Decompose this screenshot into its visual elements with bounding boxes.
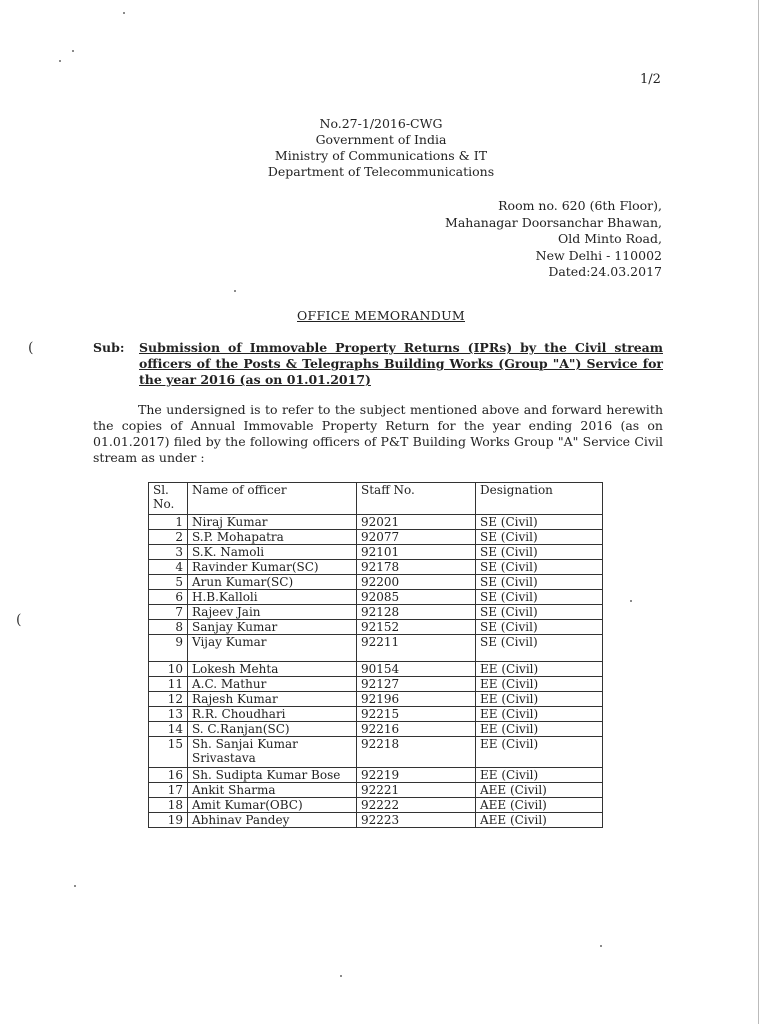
table-row	[149, 722, 603, 737]
table-row	[149, 545, 603, 560]
cell-sl-no: 1	[149, 515, 188, 530]
cell-sl-no: 11	[149, 677, 188, 692]
cell-sl-no: 13	[149, 707, 188, 722]
cell-sl-no: 8	[149, 620, 188, 635]
cell-staff-no: 90154	[357, 662, 476, 677]
cell-designation: AEE (Civil)	[476, 798, 603, 813]
cell-staff-no: 92200	[357, 575, 476, 590]
cell-sl-no: 19	[149, 813, 188, 828]
scan-speck	[340, 975, 342, 977]
cell-staff-no: 92152	[357, 620, 476, 635]
cell-designation: EE (Civil)	[476, 662, 603, 677]
table-header-row	[149, 483, 603, 515]
scan-speck	[630, 600, 632, 602]
sender-address	[445, 198, 662, 281]
cell-name: R.R. Choudhari	[188, 707, 357, 722]
cell-name: Rajeev Jain	[188, 605, 357, 620]
address-building: Mahanagar Doorsanchar Bhawan,	[445, 214, 662, 230]
cell-designation: SE (Civil)	[476, 590, 603, 605]
cell-designation: EE (Civil)	[476, 768, 603, 783]
cell-designation: EE (Civil)	[476, 677, 603, 692]
table-row	[149, 798, 603, 813]
cell-designation: SE (Civil)	[476, 560, 603, 575]
cell-staff-no: 92178	[357, 560, 476, 575]
table-row	[149, 813, 603, 828]
cell-designation: EE (Civil)	[476, 692, 603, 707]
cell-staff-no: 92215	[357, 707, 476, 722]
scan-edge-line	[758, 0, 759, 1024]
table-row	[149, 620, 603, 635]
header-designation: Designation	[476, 483, 603, 515]
cell-sl-no: 17	[149, 783, 188, 798]
header-sl-no: Sl. No.	[149, 483, 188, 515]
margin-mark: (	[16, 612, 22, 628]
table-row	[149, 635, 603, 662]
scan-speck	[72, 50, 74, 52]
cell-name: Sanjay Kumar	[188, 620, 357, 635]
scan-speck	[123, 12, 125, 14]
scan-speck	[59, 60, 61, 62]
header-line-department: Department of Telecommunications	[267, 164, 495, 179]
cell-designation: EE (Civil)	[476, 722, 603, 737]
table-row	[149, 575, 603, 590]
table-row	[149, 590, 603, 605]
cell-designation: SE (Civil)	[476, 620, 603, 635]
cell-sl-no: 16	[149, 768, 188, 783]
reference-number: No.27-1/2016-CWG	[319, 116, 443, 131]
cell-name: Abhinav Pandey	[188, 813, 357, 828]
cell-designation: SE (Civil)	[476, 575, 603, 590]
header-line-ministry: Ministry of Communications & IT	[274, 148, 488, 163]
cell-sl-no: 12	[149, 692, 188, 707]
cell-sl-no: 4	[149, 560, 188, 575]
cell-sl-no: 18	[149, 798, 188, 813]
cell-staff-no: 92221	[357, 783, 476, 798]
cell-name: Vijay Kumar	[188, 635, 357, 662]
cell-name: Lokesh Mehta	[188, 662, 357, 677]
cell-sl-no: 9	[149, 635, 188, 662]
header-line-government: Government of India	[315, 132, 447, 147]
table-row	[149, 768, 603, 783]
header-staff-no: Staff No.	[357, 483, 476, 515]
cell-staff-no: 92216	[357, 722, 476, 737]
table-row	[149, 662, 603, 677]
table-row	[149, 560, 603, 575]
letter-header	[200, 116, 562, 180]
cell-sl-no: 5	[149, 575, 188, 590]
address-city: New Delhi - 110002	[535, 247, 662, 263]
cell-name: Ravinder Kumar(SC)	[188, 560, 357, 575]
date-line: Dated:24.03.2017	[548, 264, 662, 279]
scan-speck	[234, 290, 236, 292]
margin-mark: (	[28, 340, 34, 356]
officers-table	[148, 482, 603, 828]
cell-sl-no: 14	[149, 722, 188, 737]
cell-staff-no: 92196	[357, 692, 476, 707]
cell-designation: SE (Civil)	[476, 515, 603, 530]
cell-designation: SE (Civil)	[476, 605, 603, 620]
cell-staff-no: 92127	[357, 677, 476, 692]
cell-sl-no: 6	[149, 590, 188, 605]
cell-staff-no: 92223	[357, 813, 476, 828]
cell-staff-no: 92085	[357, 590, 476, 605]
cell-staff-no: 92222	[357, 798, 476, 813]
cell-designation: AEE (Civil)	[476, 783, 603, 798]
cell-name: H.B.Kalloli	[188, 590, 357, 605]
cell-staff-no: 92101	[357, 545, 476, 560]
cell-name: Sh. Sanjai Kumar Srivastava	[188, 737, 357, 768]
table-row	[149, 737, 603, 768]
cell-sl-no: 3	[149, 545, 188, 560]
table-row	[149, 707, 603, 722]
cell-staff-no: 92219	[357, 768, 476, 783]
cell-designation: AEE (Civil)	[476, 813, 603, 828]
table-row	[149, 530, 603, 545]
cell-name: Niraj Kumar	[188, 515, 357, 530]
cell-sl-no: 2	[149, 530, 188, 545]
cell-name: S.K. Namoli	[188, 545, 357, 560]
address-road: Old Minto Road,	[558, 231, 662, 246]
cell-name: Rajesh Kumar	[188, 692, 357, 707]
table-row	[149, 692, 603, 707]
cell-designation: SE (Civil)	[476, 530, 603, 545]
cell-name: A.C. Mathur	[188, 677, 357, 692]
memo-title: OFFICE MEMORANDUM	[297, 308, 465, 323]
cell-staff-no: 92128	[357, 605, 476, 620]
cell-designation: SE (Civil)	[476, 635, 603, 662]
cell-name: Amit Kumar(OBC)	[188, 798, 357, 813]
cell-staff-no: 92021	[357, 515, 476, 530]
cell-designation: SE (Civil)	[476, 545, 603, 560]
table-row	[149, 783, 603, 798]
table-row	[149, 605, 603, 620]
subject-label: Sub:	[93, 340, 125, 355]
cell-name: S.P. Mohapatra	[188, 530, 357, 545]
cell-name: Sh. Sudipta Kumar Bose	[188, 768, 357, 783]
cell-sl-no: 10	[149, 662, 188, 677]
table-row	[149, 677, 603, 692]
cell-designation: EE (Civil)	[476, 707, 603, 722]
cell-staff-no: 92211	[357, 635, 476, 662]
cell-designation: EE (Civil)	[476, 737, 603, 768]
cell-staff-no: 92077	[357, 530, 476, 545]
scan-speck	[600, 945, 602, 947]
cell-name: Arun Kumar(SC)	[188, 575, 357, 590]
address-room: Room no. 620 (6th Floor),	[498, 198, 662, 213]
table-row	[149, 515, 603, 530]
body-paragraph: The undersigned is to refer to the subject mentioned above and forward herewith the copies of Annual Immovable Property Return for the year ending 2016 (as on 01.01.2017) filed by the following officers of P&T Building Works Group "A" Service Civil stream as under :	[93, 402, 663, 465]
page-number: 1/2	[640, 72, 661, 87]
scan-speck	[74, 885, 76, 887]
cell-sl-no: 7	[149, 605, 188, 620]
cell-staff-no: 92218	[357, 737, 476, 768]
header-name: Name of officer	[188, 483, 357, 515]
cell-name: S. C.Ranjan(SC)	[188, 722, 357, 737]
cell-name: Ankit Sharma	[188, 783, 357, 798]
cell-sl-no: 15	[149, 737, 188, 768]
subject-text: Submission of Immovable Property Returns (IPRs) by the Civil stream officers of the Posts & Telegraphs Building Works (Group "A") Service for the year 2016 (as on 01.01.2017)	[139, 340, 663, 387]
